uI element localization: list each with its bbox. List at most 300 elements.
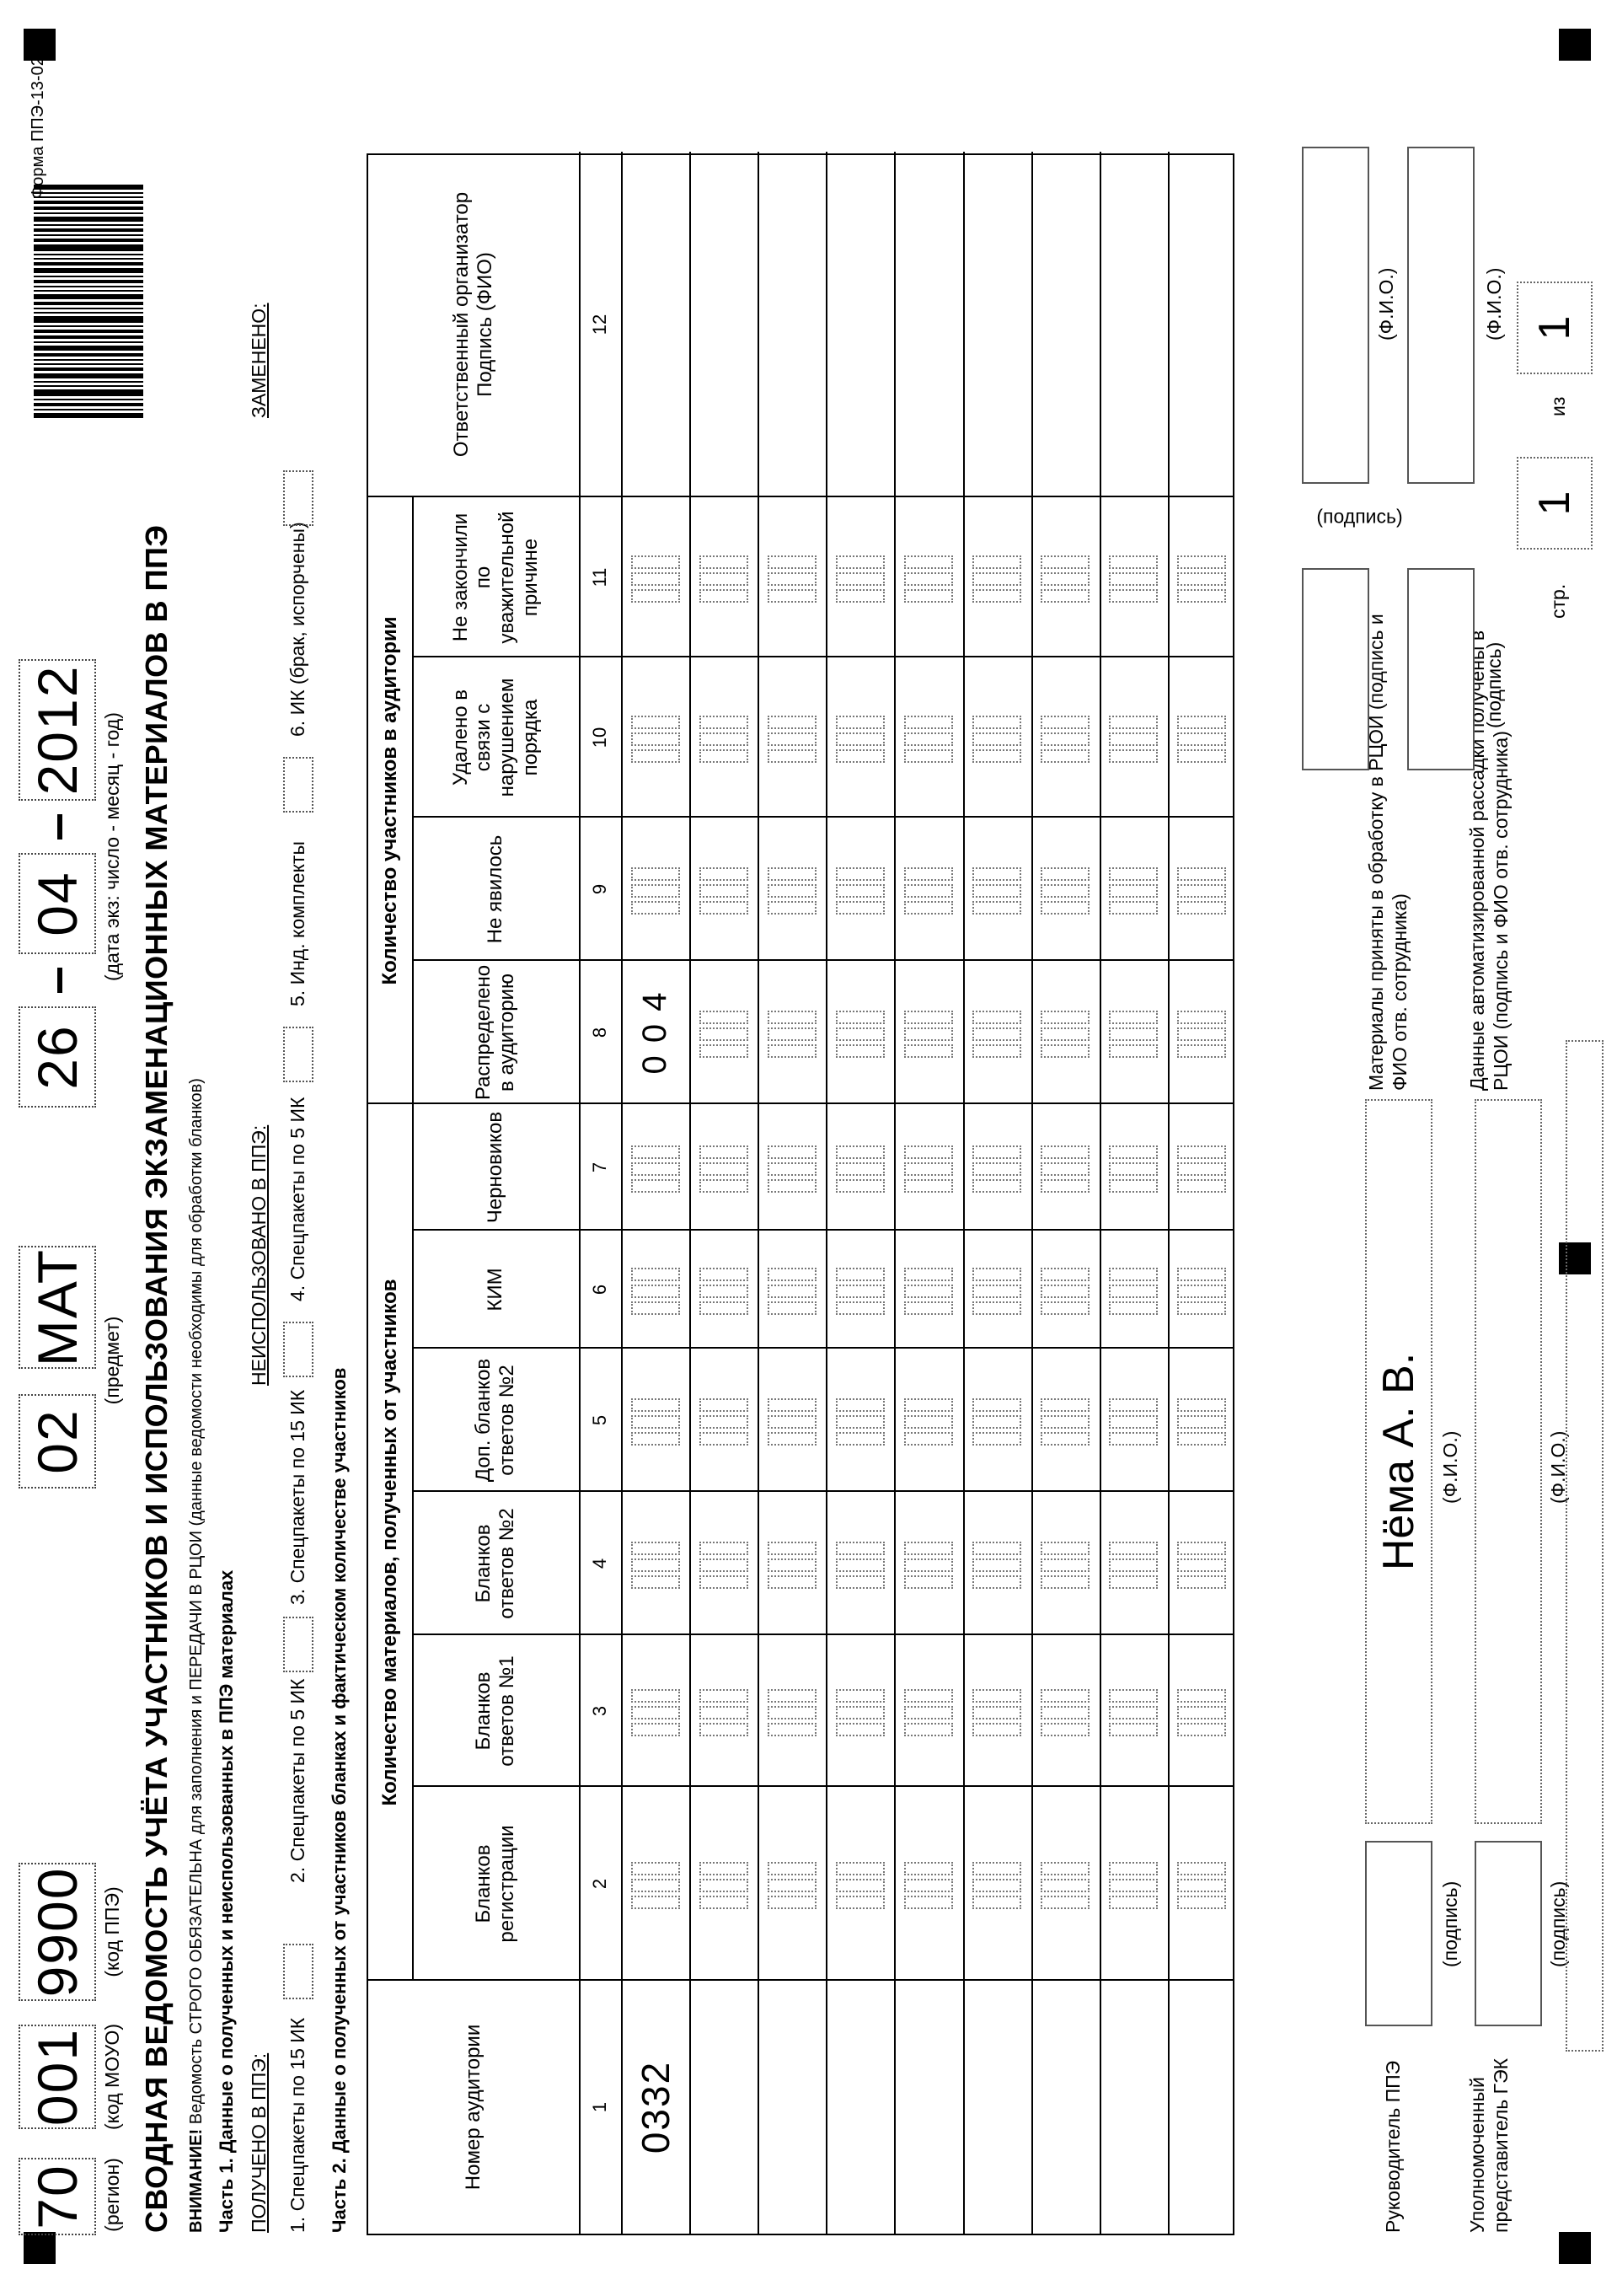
digit-box[interactable] (768, 732, 817, 746)
digit-box[interactable] (768, 716, 817, 729)
digit-box[interactable] (699, 1027, 748, 1041)
digit-box[interactable] (1041, 716, 1090, 729)
digit-box[interactable] (1177, 589, 1226, 603)
digit-boxes-col-7[interactable] (699, 1145, 748, 1193)
digit-box[interactable] (1177, 901, 1226, 915)
digit-box[interactable] (1041, 1689, 1090, 1703)
digit-box[interactable] (1177, 555, 1226, 569)
digit-box[interactable] (1177, 1879, 1226, 1892)
digit-box[interactable] (699, 1723, 748, 1736)
digit-box[interactable] (1109, 1415, 1158, 1429)
digit-box[interactable] (836, 1268, 885, 1281)
digit-box[interactable] (768, 749, 817, 763)
digit-box[interactable] (972, 1558, 1021, 1572)
digit-box[interactable] (972, 1542, 1021, 1555)
digit-box[interactable] (1109, 716, 1158, 729)
digit-box[interactable] (904, 1723, 953, 1736)
digit-boxes-col-8[interactable] (904, 1011, 953, 1058)
digit-boxes-col-5[interactable] (631, 1398, 680, 1446)
digit-box[interactable] (1177, 1044, 1226, 1058)
digit-box[interactable] (1041, 1027, 1090, 1041)
digit-box[interactable] (631, 1689, 680, 1703)
digit-box[interactable] (1177, 1398, 1226, 1412)
digit-box[interactable] (904, 1285, 953, 1298)
digit-boxes-col-4[interactable] (768, 1542, 817, 1589)
digit-box[interactable] (1109, 1268, 1158, 1281)
digit-box[interactable] (836, 716, 885, 729)
page-total[interactable]: 1 (1517, 282, 1593, 374)
digit-box[interactable] (836, 1162, 885, 1176)
digit-boxes-col-7[interactable] (631, 1145, 680, 1193)
digit-boxes-col-6[interactable] (904, 1268, 953, 1315)
digit-box[interactable] (1041, 1415, 1090, 1429)
digit-boxes-col-10[interactable] (972, 716, 1021, 763)
digit-boxes-col-2[interactable] (904, 1862, 953, 1909)
digit-box[interactable] (768, 1285, 817, 1298)
digit-box[interactable] (699, 1398, 748, 1412)
digit-box[interactable] (904, 1415, 953, 1429)
digit-box[interactable] (836, 555, 885, 569)
digit-box[interactable] (972, 1011, 1021, 1024)
digit-boxes-col-9[interactable] (1109, 867, 1158, 915)
digit-box[interactable] (699, 901, 748, 915)
digit-box[interactable] (699, 1044, 748, 1058)
digit-boxes-col-8[interactable] (699, 1011, 748, 1058)
digit-box[interactable] (836, 1044, 885, 1058)
digit-box[interactable] (699, 1879, 748, 1892)
digit-boxes-col-4[interactable] (1109, 1542, 1158, 1589)
digit-box[interactable] (972, 572, 1021, 586)
digit-boxes-col-10[interactable] (904, 716, 953, 763)
digit-boxes-col-3[interactable] (631, 1689, 680, 1736)
digit-box[interactable] (1177, 1575, 1226, 1589)
digit-box[interactable] (904, 1162, 953, 1176)
rcoi-auto-signature-box[interactable] (1407, 568, 1475, 770)
digit-boxes-col-6[interactable] (1041, 1268, 1090, 1315)
digit-box[interactable] (972, 716, 1021, 729)
digit-box[interactable] (1177, 1415, 1226, 1429)
digit-box[interactable] (631, 867, 680, 881)
digit-box[interactable] (1177, 1268, 1226, 1281)
digit-box[interactable] (972, 1301, 1021, 1315)
digit-boxes-col-5[interactable] (1177, 1398, 1226, 1446)
head-fio-box[interactable]: Нёма А. В. (1365, 1099, 1432, 1824)
date-day-box[interactable]: 26 (19, 1006, 96, 1108)
digit-boxes-col-3[interactable] (699, 1689, 748, 1736)
digit-box[interactable] (904, 1432, 953, 1446)
digit-box[interactable] (768, 1011, 817, 1024)
digit-box[interactable] (836, 1862, 885, 1875)
digit-box[interactable] (972, 867, 1021, 881)
digit-boxes-col-9[interactable] (904, 867, 953, 915)
digit-box[interactable] (1109, 1723, 1158, 1736)
digit-box[interactable] (631, 1179, 680, 1193)
digit-box[interactable] (1109, 1179, 1158, 1193)
digit-box[interactable] (699, 1575, 748, 1589)
digit-box[interactable] (972, 1398, 1021, 1412)
digit-box[interactable] (1109, 1558, 1158, 1572)
digit-box[interactable] (904, 867, 953, 881)
digit-box[interactable] (1041, 1162, 1090, 1176)
digit-box[interactable] (836, 1432, 885, 1446)
digit-boxes-col-7[interactable] (1041, 1145, 1090, 1193)
digit-boxes-col-8[interactable] (972, 1011, 1021, 1058)
digit-box[interactable] (1177, 1179, 1226, 1193)
digit-box[interactable] (972, 1723, 1021, 1736)
digit-box[interactable] (768, 1542, 817, 1555)
digit-box[interactable] (631, 1285, 680, 1298)
digit-box[interactable] (1109, 1862, 1158, 1875)
digit-boxes-col-3[interactable] (836, 1689, 885, 1736)
digit-box[interactable] (836, 1179, 885, 1193)
digit-box[interactable] (972, 589, 1021, 603)
digit-box[interactable] (836, 901, 885, 915)
digit-boxes-col-7[interactable] (1109, 1145, 1158, 1193)
digit-boxes-col-8[interactable] (836, 1011, 885, 1058)
digit-boxes-col-3[interactable] (768, 1689, 817, 1736)
digit-box[interactable] (699, 572, 748, 586)
digit-box[interactable] (631, 1575, 680, 1589)
digit-box[interactable] (904, 1862, 953, 1875)
digit-box[interactable] (1041, 1268, 1090, 1281)
digit-box[interactable] (1041, 1011, 1090, 1024)
digit-box[interactable] (1177, 1723, 1226, 1736)
digit-box[interactable] (1109, 1879, 1158, 1892)
digit-box[interactable] (1109, 1145, 1158, 1159)
digit-box[interactable] (768, 1432, 817, 1446)
digit-box[interactable] (836, 884, 885, 898)
digit-boxes-col-4[interactable] (699, 1542, 748, 1589)
digit-box[interactable] (699, 1145, 748, 1159)
pack-count-1[interactable] (283, 1944, 313, 1999)
digit-box[interactable] (1041, 1896, 1090, 1909)
digit-box[interactable] (1109, 732, 1158, 746)
digit-box[interactable] (699, 1268, 748, 1281)
digit-box[interactable] (904, 1879, 953, 1892)
digit-box[interactable] (836, 1285, 885, 1298)
digit-box[interactable] (699, 1285, 748, 1298)
digit-box[interactable] (1177, 1285, 1226, 1298)
digit-box[interactable] (768, 884, 817, 898)
digit-box[interactable] (972, 1706, 1021, 1719)
digit-boxes-col-10[interactable] (1109, 716, 1158, 763)
page-current[interactable]: 1 (1517, 457, 1593, 550)
digit-box[interactable] (1041, 1862, 1090, 1875)
digit-box[interactable] (904, 732, 953, 746)
digit-box[interactable] (631, 1723, 680, 1736)
digit-boxes-col-4[interactable] (836, 1542, 885, 1589)
pack-count-3[interactable] (283, 1322, 313, 1377)
digit-box[interactable] (699, 1162, 748, 1176)
digit-boxes-col-6[interactable] (1109, 1268, 1158, 1315)
digit-box[interactable] (768, 1689, 817, 1703)
digit-boxes-col-6[interactable] (631, 1268, 680, 1315)
digit-box[interactable] (836, 1027, 885, 1041)
digit-box[interactable] (631, 572, 680, 586)
digit-box[interactable] (699, 732, 748, 746)
digit-boxes-col-11[interactable] (904, 555, 953, 603)
auditorium-number-cell[interactable] (758, 1981, 826, 2234)
digit-boxes-col-5[interactable] (904, 1398, 953, 1446)
digit-box[interactable] (904, 1706, 953, 1719)
digit-boxes-col-3[interactable] (904, 1689, 953, 1736)
digit-boxes-col-8[interactable] (1109, 1011, 1158, 1058)
digit-box[interactable] (1041, 1879, 1090, 1892)
digit-box[interactable] (904, 1011, 953, 1024)
digit-box[interactable] (836, 1398, 885, 1412)
digit-box[interactable] (699, 555, 748, 569)
digit-box[interactable] (1177, 1558, 1226, 1572)
digit-boxes-col-4[interactable] (904, 1542, 953, 1589)
digit-box[interactable] (972, 901, 1021, 915)
rcoi-auto-fio-box[interactable] (1407, 147, 1475, 484)
digit-boxes-col-9[interactable] (1177, 867, 1226, 915)
rcoi-accept-signature-box[interactable] (1302, 568, 1369, 770)
digit-box[interactable] (1177, 1432, 1226, 1446)
digit-boxes-col-3[interactable] (1177, 1689, 1226, 1736)
digit-box[interactable] (1177, 1027, 1226, 1041)
digit-box[interactable] (631, 716, 680, 729)
digit-boxes-col-5[interactable] (768, 1398, 817, 1446)
digit-box[interactable] (699, 716, 748, 729)
digit-box[interactable] (836, 1723, 885, 1736)
digit-box[interactable] (699, 1415, 748, 1429)
digit-box[interactable] (631, 901, 680, 915)
digit-box[interactable] (972, 1027, 1021, 1041)
digit-box[interactable] (768, 1723, 817, 1736)
digit-box[interactable] (836, 1689, 885, 1703)
digit-box[interactable] (1109, 1432, 1158, 1446)
digit-box[interactable] (972, 1575, 1021, 1589)
digit-box[interactable] (836, 1542, 885, 1555)
digit-box[interactable] (972, 749, 1021, 763)
digit-box[interactable] (631, 1415, 680, 1429)
digit-box[interactable] (768, 1044, 817, 1058)
digit-box[interactable] (1041, 732, 1090, 746)
digit-box[interactable] (1109, 1896, 1158, 1909)
digit-box[interactable] (1109, 867, 1158, 881)
digit-box[interactable] (768, 1862, 817, 1875)
digit-boxes-col-3[interactable] (1041, 1689, 1090, 1736)
digit-boxes-col-9[interactable] (972, 867, 1021, 915)
digit-box[interactable] (768, 555, 817, 569)
auditorium-number-cell[interactable] (963, 1981, 1031, 2234)
digit-box[interactable] (631, 1398, 680, 1412)
digit-boxes-col-11[interactable] (768, 555, 817, 603)
digit-box[interactable] (1177, 884, 1226, 898)
digit-box[interactable] (1041, 1179, 1090, 1193)
digit-box[interactable] (768, 1301, 817, 1315)
digit-box[interactable] (1109, 1542, 1158, 1555)
digit-box[interactable] (1041, 1723, 1090, 1736)
digit-box[interactable] (699, 1896, 748, 1909)
digit-box[interactable] (631, 1432, 680, 1446)
digit-box[interactable] (1041, 555, 1090, 569)
digit-box[interactable] (972, 732, 1021, 746)
ppe-box[interactable]: 9900 (19, 1863, 96, 2001)
digit-box[interactable] (1109, 901, 1158, 915)
digit-box[interactable] (904, 749, 953, 763)
digit-box[interactable] (1177, 749, 1226, 763)
digit-box[interactable] (768, 1879, 817, 1892)
digit-box[interactable] (972, 1415, 1021, 1429)
date-year-box[interactable]: 2012 (19, 659, 96, 801)
digit-box[interactable] (1041, 1044, 1090, 1058)
digit-boxes-col-5[interactable] (1109, 1398, 1158, 1446)
digit-box[interactable] (631, 1268, 680, 1281)
digit-box[interactable] (1109, 1689, 1158, 1703)
digit-box[interactable] (1109, 555, 1158, 569)
pack-count-5[interactable] (283, 757, 313, 813)
digit-box[interactable] (836, 1706, 885, 1719)
digit-box[interactable] (836, 1011, 885, 1024)
digit-box[interactable] (972, 1162, 1021, 1176)
digit-box[interactable] (699, 589, 748, 603)
auditorium-number-cell[interactable] (1031, 1981, 1100, 2234)
extra-dotted-field[interactable] (1566, 1040, 1604, 2052)
digit-box[interactable] (904, 589, 953, 603)
digit-box[interactable] (1177, 1145, 1226, 1159)
digit-box[interactable] (768, 1896, 817, 1909)
pack-count-4[interactable] (283, 1027, 313, 1082)
digit-box[interactable] (1109, 1285, 1158, 1298)
digit-boxes-col-11[interactable] (836, 555, 885, 603)
digit-boxes-col-6[interactable] (836, 1268, 885, 1315)
digit-boxes-col-4[interactable] (972, 1542, 1021, 1589)
auditorium-number-cell[interactable] (894, 1981, 962, 2234)
digit-box[interactable] (768, 1162, 817, 1176)
digit-box[interactable] (904, 884, 953, 898)
digit-box[interactable] (631, 749, 680, 763)
digit-box[interactable] (699, 1558, 748, 1572)
digit-box[interactable] (904, 1145, 953, 1159)
digit-boxes-col-7[interactable] (836, 1145, 885, 1193)
digit-box[interactable] (972, 555, 1021, 569)
digit-box[interactable] (836, 572, 885, 586)
digit-box[interactable] (1041, 572, 1090, 586)
digit-boxes-col-6[interactable] (972, 1268, 1021, 1315)
digit-box[interactable] (1109, 1706, 1158, 1719)
digit-box[interactable] (904, 1027, 953, 1041)
digit-box[interactable] (972, 1285, 1021, 1298)
digit-box[interactable] (904, 1268, 953, 1281)
digit-boxes-col-9[interactable] (1041, 867, 1090, 915)
digit-boxes-col-5[interactable] (699, 1398, 748, 1446)
digit-boxes-col-5[interactable] (972, 1398, 1021, 1446)
auditorium-number-cell[interactable] (826, 1981, 894, 2234)
digit-box[interactable] (768, 867, 817, 881)
digit-box[interactable] (699, 1179, 748, 1193)
digit-boxes-col-6[interactable] (699, 1268, 748, 1315)
digit-box[interactable] (904, 716, 953, 729)
digit-boxes-col-11[interactable] (631, 555, 680, 603)
digit-box[interactable] (1109, 1162, 1158, 1176)
subject-code-box[interactable]: 02 (19, 1394, 96, 1489)
digit-box[interactable] (699, 1706, 748, 1719)
digit-box[interactable] (1041, 749, 1090, 763)
digit-box[interactable] (768, 1145, 817, 1159)
digit-box[interactable] (631, 1301, 680, 1315)
digit-box[interactable] (1041, 901, 1090, 915)
digit-box[interactable] (1041, 1432, 1090, 1446)
auditorium-number-cell[interactable] (689, 1981, 758, 2234)
pack-count-6[interactable] (283, 470, 313, 526)
digit-boxes-col-4[interactable] (631, 1542, 680, 1589)
digit-box[interactable] (836, 867, 885, 881)
digit-boxes-col-10[interactable] (1177, 716, 1226, 763)
digit-boxes-col-2[interactable] (1177, 1862, 1226, 1909)
digit-box[interactable] (1041, 1301, 1090, 1315)
digit-boxes-col-2[interactable] (1109, 1862, 1158, 1909)
digit-boxes-col-8[interactable] (1041, 1011, 1090, 1058)
digit-boxes-col-11[interactable] (699, 555, 748, 603)
digit-box[interactable] (836, 1896, 885, 1909)
auditorium-number-cell[interactable] (1100, 1981, 1168, 2234)
digit-box[interactable] (836, 1575, 885, 1589)
digit-boxes-col-7[interactable] (972, 1145, 1021, 1193)
digit-box[interactable] (1109, 572, 1158, 586)
digit-box[interactable] (768, 1575, 817, 1589)
moyo-box[interactable]: 001 (19, 2025, 96, 2129)
digit-box[interactable] (631, 732, 680, 746)
digit-boxes-col-10[interactable] (631, 716, 680, 763)
digit-boxes-col-3[interactable] (972, 1689, 1021, 1736)
digit-box[interactable] (768, 589, 817, 603)
digit-box[interactable] (1041, 589, 1090, 603)
digit-box[interactable] (904, 1179, 953, 1193)
digit-box[interactable] (1177, 1162, 1226, 1176)
digit-boxes-col-2[interactable] (972, 1862, 1021, 1909)
digit-box[interactable] (972, 1862, 1021, 1875)
digit-box[interactable] (768, 1179, 817, 1193)
digit-box[interactable] (631, 1896, 680, 1909)
digit-boxes-col-8[interactable] (1177, 1011, 1226, 1058)
digit-box[interactable] (904, 901, 953, 915)
digit-box[interactable] (631, 555, 680, 569)
digit-boxes-col-7[interactable] (768, 1145, 817, 1193)
digit-box[interactable] (631, 1862, 680, 1875)
digit-boxes-col-5[interactable] (836, 1398, 885, 1446)
digit-box[interactable] (768, 572, 817, 586)
digit-boxes-col-4[interactable] (1041, 1542, 1090, 1589)
region-box[interactable]: 70 (19, 2158, 96, 2235)
digit-box[interactable] (768, 1706, 817, 1719)
digit-box[interactable] (1177, 1301, 1226, 1315)
digit-box[interactable] (836, 1301, 885, 1315)
digit-boxes-col-7[interactable] (1177, 1145, 1226, 1193)
digit-boxes-col-9[interactable] (836, 867, 885, 915)
digit-box[interactable] (631, 1706, 680, 1719)
digit-box[interactable] (972, 1268, 1021, 1281)
digit-box[interactable] (768, 1558, 817, 1572)
digit-box[interactable] (699, 1689, 748, 1703)
digit-box[interactable] (631, 1542, 680, 1555)
digit-boxes-col-6[interactable] (768, 1268, 817, 1315)
auditorium-number-cell[interactable] (1168, 1981, 1236, 2234)
digit-box[interactable] (1177, 732, 1226, 746)
digit-boxes-col-11[interactable] (1109, 555, 1158, 603)
digit-box[interactable] (1041, 1145, 1090, 1159)
digit-box[interactable] (1109, 1044, 1158, 1058)
digit-box[interactable] (1177, 572, 1226, 586)
digit-box[interactable] (1109, 1027, 1158, 1041)
digit-box[interactable] (699, 1542, 748, 1555)
digit-box[interactable] (904, 1689, 953, 1703)
digit-box[interactable] (768, 1268, 817, 1281)
digit-box[interactable] (1109, 884, 1158, 898)
digit-box[interactable] (1177, 1011, 1226, 1024)
digit-boxes-col-9[interactable] (768, 867, 817, 915)
